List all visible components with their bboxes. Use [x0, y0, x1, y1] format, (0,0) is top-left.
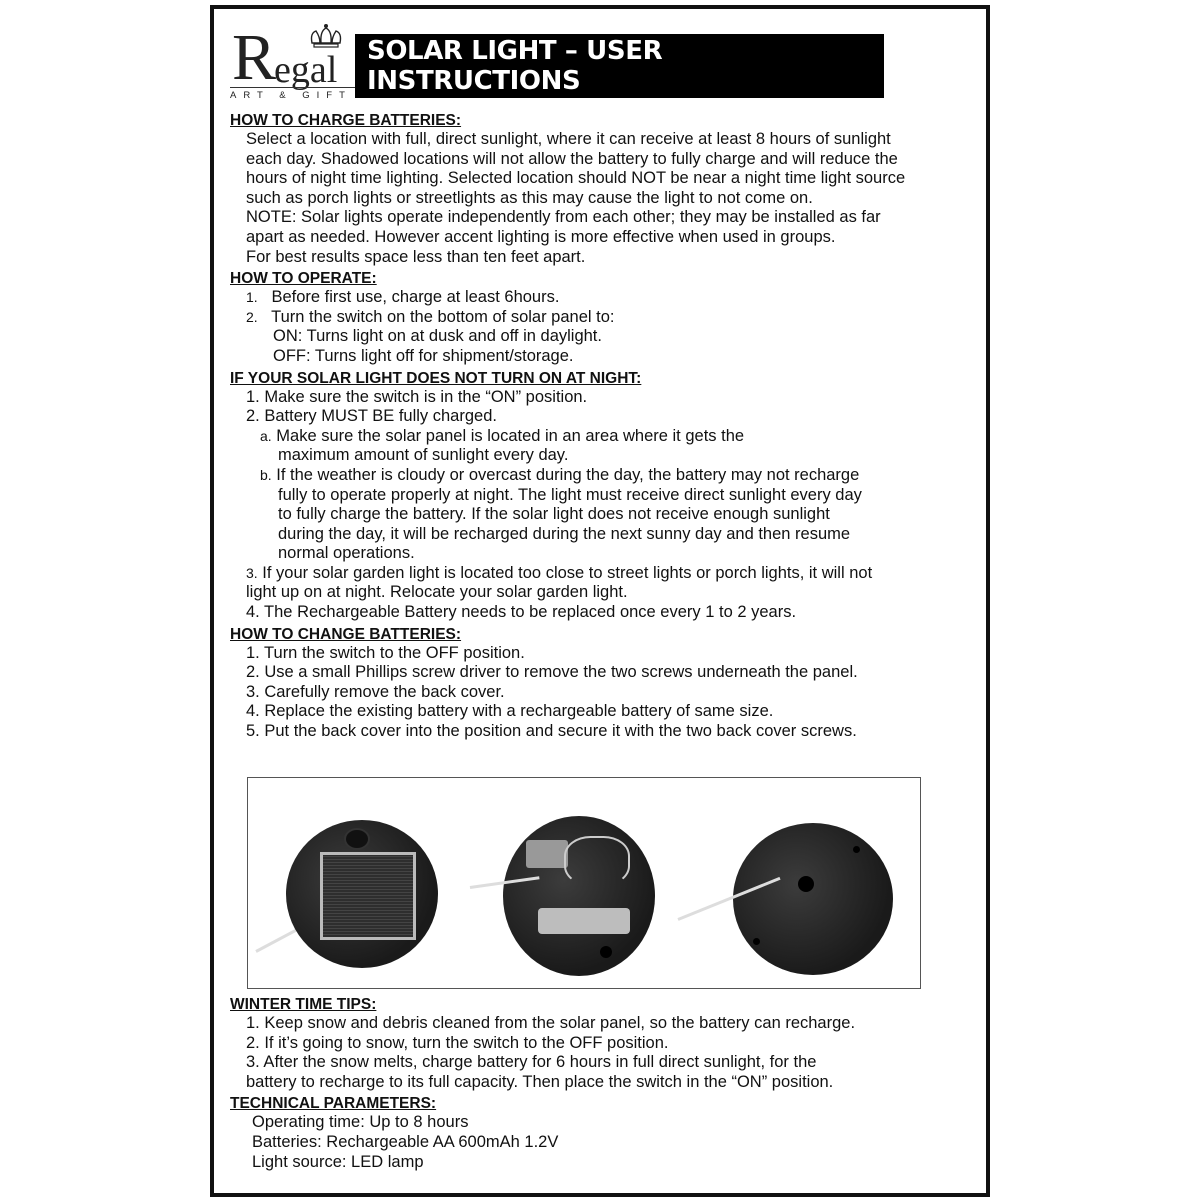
logo-wordmark: [232, 21, 338, 94]
logo-rest: egal: [274, 49, 338, 91]
section-heading: HOW TO OPERATE:: [230, 270, 377, 288]
sub-item: ON: Turns light on at dusk and off in daylight.: [273, 327, 602, 346]
item-number: 1.: [246, 289, 258, 306]
paragraph-line: NOTE: Solar lights operate independently from each other; they may be installed as far: [246, 208, 881, 227]
aa-battery-icon: [538, 908, 630, 934]
paragraph-line: Select a location with full, direct sunlight, where it can receive at least 8 hours of sunlight: [246, 130, 891, 148]
page-title: SOLAR LIGHT – USER INSTRUCTIONS: [367, 36, 663, 96]
item-text-cont: light up on at night. Relocate your solar garden light.: [246, 583, 628, 602]
item-text-cont: maximum amount of sunlight every day.: [278, 446, 569, 465]
paragraph-line: such as porch lights or streetlights as this may cause the light to not come on.: [246, 188, 813, 207]
item-number: 3.: [246, 564, 258, 581]
list-item: 4. Replace the existing battery with a rechargeable battery of same size.: [246, 702, 774, 721]
section-heading: HOW TO CHARGE BATTERIES:: [230, 112, 462, 129]
solar-panel-icon: [320, 852, 416, 940]
section-change-batteries: [230, 625, 980, 742]
section-winter-tips: [230, 995, 980, 1092]
item-text: Make sure the solar panel is located in an area where it gets the: [276, 426, 745, 445]
screw-hole: [600, 946, 612, 958]
list-item: 5. Put the back cover into the position and secure it with the two back cover screws.: [246, 722, 857, 741]
paragraph-line: hours of night time lighting. Selected location should NOT be near a night time light source: [246, 169, 906, 188]
spec-item: Operating time: Up to 8 hours: [252, 1113, 469, 1132]
item-text-cont: during the day, it will be recharged during the next sunny day and then resume: [278, 524, 851, 543]
list-item: 2. If it’s going to snow, turn the switch to the OFF position.: [246, 1033, 669, 1052]
item-text-cont: battery to recharge to its full capacity. Then place the switch in the “ON” position.: [246, 1072, 834, 1091]
title-banner: [355, 34, 884, 98]
logo-tagline: ART & GIFT: [230, 87, 356, 101]
section-heading: IF YOUR SOLAR LIGHT DOES NOT TURN ON AT NIGHT:: [230, 369, 642, 387]
list-item: 3. After the snow melts, charge battery for 6 hours in full direct sunlight, for the: [246, 1053, 817, 1072]
wire-loop-graphic: [564, 836, 630, 886]
section-technical-parameters: [230, 1094, 980, 1172]
cable-hole: [798, 876, 814, 892]
item-text-cont: fully to operate properly at night. The light must receive direct sunlight every day: [278, 485, 862, 504]
list-item: [230, 288, 980, 308]
section-heading: WINTER TIME TIPS:: [230, 996, 377, 1013]
logo-initial: R: [232, 21, 273, 94]
item-text: Turn the switch on the bottom of solar panel to:: [271, 307, 615, 326]
list-item: 1. Keep snow and debris cleaned from the solar panel, so the battery can recharge.: [246, 1014, 856, 1032]
item-text: If your solar garden light is located too close to street lights or porch lights, it will not: [262, 563, 873, 582]
paragraph-line: each day. Shadowed locations will not allow the battery to fully charge and will reduce the: [246, 149, 898, 168]
sub-item-a: [230, 427, 980, 447]
screw-hole: [853, 846, 860, 853]
paragraph-line: For best results space less than ten feet apart.: [246, 247, 586, 266]
list-item: 1. Make sure the switch is in the “ON” position.: [246, 387, 588, 406]
list-item: 2. Use a small Phillips screw driver to remove the two screws underneath the panel.: [246, 663, 858, 682]
list-item: 3. Carefully remove the back cover.: [246, 682, 505, 701]
list-item: [230, 308, 980, 328]
regal-logo: [230, 21, 356, 103]
list-item: 4. The Rechargeable Battery needs to be replaced once every 1 to 2 years.: [246, 603, 797, 622]
product-photos: [247, 777, 921, 989]
instructions-body-lower: [230, 995, 980, 1172]
document-frame: [210, 5, 990, 1197]
sub-item-b: [230, 466, 980, 486]
spec-item: Light source: LED lamp: [252, 1152, 424, 1171]
list-item: 2. Battery MUST BE fully charged.: [246, 407, 497, 426]
section-how-to-operate: [230, 269, 980, 366]
circuit-board-icon: [526, 840, 568, 868]
item-text: If the weather is cloudy or overcast during the day, the battery may not recharge: [276, 465, 860, 484]
item-text: Before first use, charge at least 6hours.: [271, 288, 560, 307]
item-letter: b.: [260, 466, 272, 483]
switch-knob: [344, 828, 370, 850]
paragraph-line: apart as needed. However accent lighting is more effective when used in groups.: [246, 227, 836, 246]
item-number: 2.: [246, 308, 258, 325]
section-heading: HOW TO CHANGE BATTERIES:: [230, 625, 462, 643]
item-letter: a.: [260, 427, 272, 444]
section-troubleshooting: [230, 369, 980, 623]
list-item: 1. Turn the switch to the OFF position.: [246, 643, 525, 662]
sub-item: OFF: Turns light off for shipment/storage.: [273, 346, 574, 365]
screw-hole: [753, 938, 760, 945]
list-item: [230, 564, 980, 584]
item-text-cont: to fully charge the battery. If the solar light does not receive enough sunlight: [278, 505, 830, 524]
section-charge-batteries: [230, 111, 980, 267]
spec-item: Batteries: Rechargeable AA 600mAh 1.2V: [252, 1132, 559, 1151]
section-heading: TECHNICAL PARAMETERS:: [230, 1095, 437, 1113]
item-text-cont: normal operations.: [278, 544, 415, 563]
light-base-disc: [733, 823, 893, 975]
instructions-body: [230, 111, 980, 742]
